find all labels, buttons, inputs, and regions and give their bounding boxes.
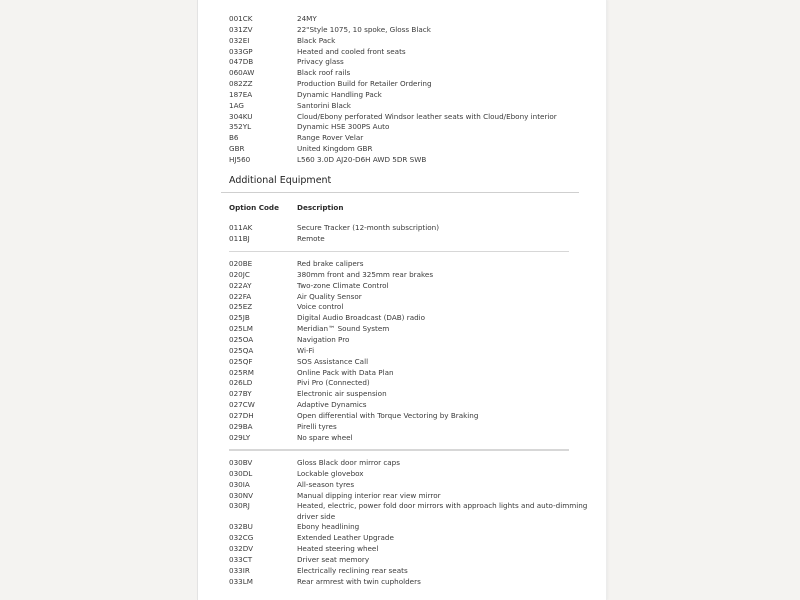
option-code: 011AK (229, 222, 253, 232)
option-description: Santorini Black (297, 100, 351, 110)
option-row (229, 458, 589, 469)
option-description: Gloss Black door mirror caps (297, 458, 400, 468)
option-description: Ebony headlining (297, 522, 360, 532)
option-row (229, 302, 589, 313)
option-row (229, 368, 589, 379)
option-description: Navigation Pro (297, 335, 350, 344)
option-description: Driver seat memory (297, 554, 370, 564)
option-row (229, 122, 589, 133)
option-code: 033LM (229, 576, 253, 586)
option-row (229, 324, 589, 335)
column-header-option-code: Option Code (229, 202, 279, 212)
option-description: Wi-Fi (297, 345, 315, 355)
option-row (229, 566, 589, 577)
option-description: Secure Tracker (12-month subscription) (297, 222, 440, 232)
option-code: 047DB (229, 57, 254, 67)
option-code: 025LM (229, 324, 253, 334)
option-description: Meridian™ Sound System (297, 324, 390, 334)
option-code: 027CW (229, 400, 255, 410)
option-code: 030BV (229, 458, 253, 468)
option-description: 380mm front and 325mm rear brakes (297, 269, 434, 279)
option-code: 030NV (229, 490, 254, 500)
option-row (229, 68, 589, 79)
option-code: 060AW (229, 68, 255, 78)
option-code: 033GP (229, 46, 253, 56)
option-row (229, 90, 589, 101)
option-description: Cloud/Ebony perforated Windsor leather seats with Cloud/Ebony interior (297, 111, 557, 121)
option-row (229, 223, 589, 234)
option-row (229, 133, 589, 144)
option-code: 187EA (229, 89, 253, 99)
section-title-additional-equipment: Additional Equipment (229, 174, 332, 186)
option-description: Pirelli tyres (297, 421, 337, 431)
option-description: Voice control (297, 302, 344, 312)
option-description: Adaptive Dynamics (297, 400, 367, 410)
option-description: United Kingdom GBR (297, 144, 373, 154)
option-description: Heated steering wheel (297, 544, 379, 554)
option-code: 029LY (229, 432, 251, 442)
option-row (229, 144, 589, 155)
section-header-divider (221, 192, 579, 193)
option-row (229, 522, 589, 533)
option-description: Digital Audio Broadcast (DAB) radio (297, 313, 426, 323)
group-divider (229, 251, 569, 253)
option-row (229, 292, 589, 303)
option-row (229, 422, 589, 433)
option-code: 027DH (229, 410, 254, 420)
option-row (229, 101, 589, 112)
option-code: 022FA (229, 291, 252, 301)
option-description: Range Rover Velar (297, 133, 364, 143)
option-code: 030RJ (229, 501, 250, 511)
option-description: Black Pack (297, 35, 336, 45)
option-code: 031ZV (229, 24, 253, 34)
option-row (229, 259, 589, 270)
option-description: Remote (297, 233, 325, 243)
option-code: 033IR (229, 565, 250, 575)
column-headers (229, 202, 589, 213)
document-content (229, 14, 589, 587)
option-code: 025OA (229, 335, 254, 344)
option-code: 304KU (229, 111, 253, 121)
option-code: HJ560 (229, 154, 251, 164)
option-description: Dynamic HSE 300PS Auto (297, 122, 390, 132)
standard-options-list (229, 14, 589, 166)
option-code: 030IA (229, 479, 250, 489)
group-divider (229, 449, 569, 451)
option-row (229, 400, 589, 411)
option-description: Lockable glovebox (297, 468, 364, 478)
option-code: 1AG (229, 100, 244, 110)
option-group (229, 259, 589, 443)
option-description: Production Build for Retailer Ordering (297, 79, 432, 89)
option-group (229, 223, 589, 245)
option-row (229, 313, 589, 324)
option-row (229, 577, 589, 588)
option-row (229, 25, 589, 36)
option-code: 032BU (229, 522, 253, 532)
option-row (229, 433, 589, 444)
option-code: 082ZZ (229, 79, 253, 89)
option-code: 001CK (229, 14, 253, 23)
option-row (229, 346, 589, 357)
option-row (229, 47, 589, 58)
option-description: All-season tyres (297, 479, 355, 489)
option-row (229, 79, 589, 90)
option-description: Dynamic Handling Pack (297, 89, 382, 99)
option-code: 025JB (229, 313, 250, 323)
option-code: 032CG (229, 533, 254, 543)
option-description: Manual dipping interior rear view mirror (297, 490, 441, 500)
option-code: 033CT (229, 554, 253, 564)
option-description: Heated, electric, power fold door mirrors with approach lights and auto-dimming driver side (297, 501, 588, 521)
option-row (229, 411, 589, 422)
option-code: 027BY (229, 389, 252, 399)
additional-equipment-groups (229, 223, 589, 588)
option-row (229, 234, 589, 245)
option-description: Rear armrest with twin cupholders (297, 576, 421, 586)
option-description: Privacy glass (297, 57, 344, 67)
option-description: Online Pack with Data Plan (297, 367, 394, 377)
option-row (229, 378, 589, 389)
option-code: 029BA (229, 421, 253, 431)
option-description: Two-zone Climate Control (297, 280, 389, 290)
option-description: Air Quality Sensor (297, 291, 362, 301)
option-code: 025RM (229, 367, 254, 377)
document-page (197, 0, 607, 600)
option-row (229, 555, 589, 566)
option-code: 022AY (229, 280, 252, 290)
option-code: 025QA (229, 345, 254, 355)
option-code: 020JC (229, 269, 250, 279)
option-code: GBR (229, 144, 245, 154)
option-code: B6 (229, 133, 239, 143)
option-description: Pivi Pro (Connected) (297, 378, 370, 388)
option-row (229, 544, 589, 555)
option-row (229, 14, 589, 25)
option-code: 032EI (229, 35, 250, 45)
option-description: L560 3.0D AJ20-D6H AWD 5DR SWB (297, 154, 427, 164)
option-description: Open differential with Torque Vectoring by Braking (297, 410, 479, 420)
option-description: SOS Assistance Call (297, 356, 369, 366)
option-code: 020BE (229, 259, 253, 269)
option-description: Electronic air suspension (297, 389, 387, 399)
option-code: 025QF (229, 356, 253, 366)
option-row (229, 36, 589, 47)
option-description: Red brake calipers (297, 259, 364, 269)
option-description: No spare wheel (297, 432, 353, 442)
option-row (229, 357, 589, 368)
option-description: Extended Leather Upgrade (297, 533, 394, 543)
option-row (229, 335, 589, 346)
option-row (229, 480, 589, 491)
option-description: Heated and cooled front seats (297, 46, 406, 56)
option-row (229, 281, 589, 292)
option-code: 026LD (229, 378, 253, 388)
option-row (229, 501, 589, 522)
option-row (229, 389, 589, 400)
option-row (229, 270, 589, 281)
option-code: 030DL (229, 468, 253, 478)
option-code: 011BJ (229, 233, 250, 243)
option-row (229, 112, 589, 123)
option-row (229, 155, 589, 166)
option-row (229, 57, 589, 68)
option-description: Black roof rails (297, 68, 351, 78)
option-row (229, 491, 589, 502)
option-code: 352YL (229, 122, 252, 132)
option-description: Electrically reclining rear seats (297, 565, 408, 575)
column-header-description: Description (297, 202, 344, 212)
option-code: 025EZ (229, 302, 253, 312)
option-description: 22"Style 1075, 10 spoke, Gloss Black (297, 24, 431, 34)
option-code: 032DV (229, 544, 254, 554)
option-row (229, 533, 589, 544)
option-description: 24MY (297, 14, 317, 23)
option-group (229, 458, 589, 587)
option-row (229, 469, 589, 480)
